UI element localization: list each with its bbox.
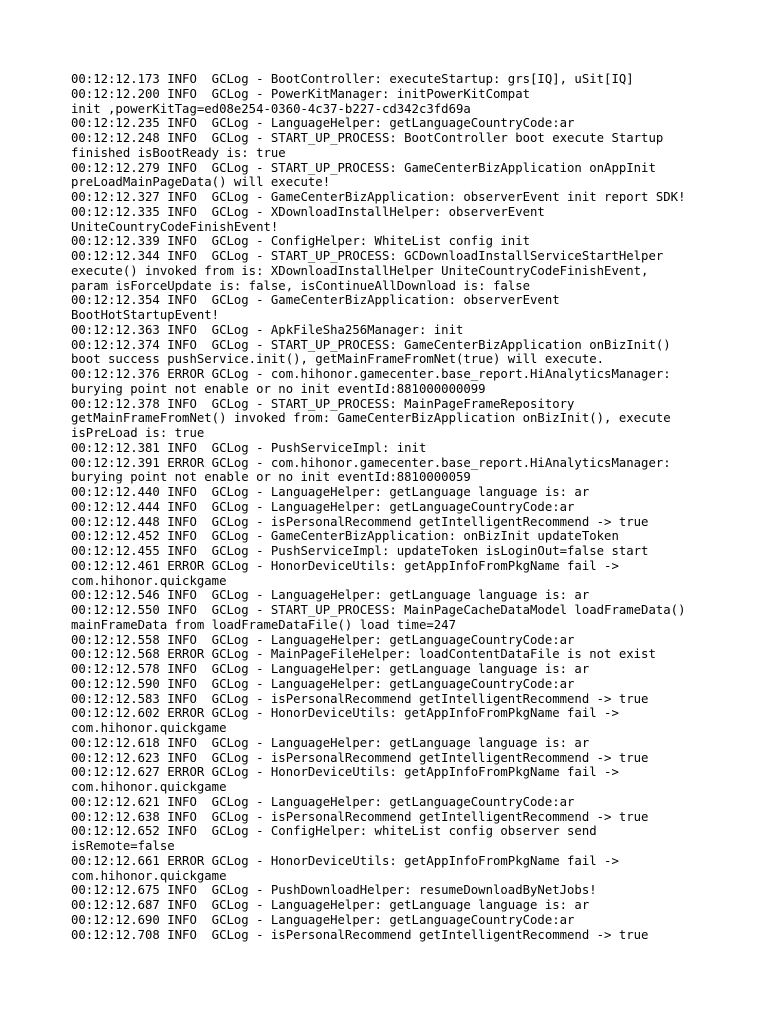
log-line: 00:12:12.568 ERROR GCLog - MainPageFileHelper: loadContentDataFile is not exist — [71, 647, 656, 662]
log-line: 00:12:12.690 INFO GCLog - LanguageHelper: getLanguageCountryCode:ar — [71, 912, 575, 927]
log-line: UniteCountryCodeFinishEvent! — [71, 219, 279, 234]
log-line: 00:12:12.602 ERROR GCLog - HonorDeviceUtils: getAppInfoFromPkgName fail -> — [71, 706, 619, 721]
log-line: 00:12:12.248 INFO GCLog - START_UP_PROCESS: BootController boot execute Startup — [71, 131, 664, 145]
log-line: isRemote=false — [71, 839, 175, 853]
log-line: 00:12:12.378 INFO GCLog - START_UP_PROCESS: MainPageFrameRepository — [71, 396, 575, 411]
log-line: 00:12:12.173 INFO GCLog - BootController: executeStartup: grs[IQ], uSit[IQ] — [71, 72, 634, 86]
log-line: com.hihonor.quickgame — [71, 780, 227, 794]
log-line: 00:12:12.235 INFO GCLog - LanguageHelper: getLanguageCountryCode:ar — [71, 116, 575, 131]
log-line: 00:12:12.200 INFO GCLog - PowerKitManager: initPowerKitCompat — [71, 86, 531, 101]
log-line: burying point not enable or no init eventId:8810000059 — [71, 470, 471, 485]
log-text-body — [71, 72, 721, 942]
log-line: 00:12:12.335 INFO GCLog - XDownloadInstallHelper: observerEvent — [71, 204, 545, 219]
log-line: 00:12:12.583 INFO GCLog - isPersonalRecommend getIntelligentRecommend -> true — [71, 691, 649, 706]
log-line: preLoadMainPageData() will execute! — [71, 175, 331, 190]
log-line: 00:12:12.618 INFO GCLog - LanguageHelper: getLanguage language is: ar — [71, 735, 590, 750]
log-line: 00:12:12.444 INFO GCLog - LanguageHelper: getLanguageCountryCode:ar — [71, 499, 575, 514]
log-line: 00:12:12.344 INFO GCLog - START_UP_PROCESS: GCDownloadInstallServiceStartHelper — [71, 249, 664, 263]
log-line: 00:12:12.391 ERROR GCLog - com.hihonor.gamecenter.base_report.HiAnalyticsManager: — [71, 455, 671, 470]
log-line: burying point not enable or no init eventId:881000000099 — [71, 381, 486, 396]
log-line: com.hihonor.quickgame — [71, 721, 227, 735]
log-line: 00:12:12.708 INFO GCLog - isPersonalRecommend getIntelligentRecommend -> true — [71, 927, 649, 942]
log-line: 00:12:12.675 INFO GCLog - PushDownloadHelper: resumeDownloadByNetJobs! — [71, 883, 597, 898]
log-line: execute() invoked from is: XDownloadInstallHelper UniteCountryCodeFinishEvent, — [71, 263, 649, 278]
log-line: BootHotStartupEvent! — [71, 308, 220, 322]
log-line: 00:12:12.687 INFO GCLog - LanguageHelper: getLanguage language is: ar — [71, 898, 590, 912]
log-line: 00:12:12.638 INFO GCLog - isPersonalRecommend getIntelligentRecommend -> true — [71, 809, 649, 824]
log-line: 00:12:12.550 INFO GCLog - START_UP_PROCESS: MainPageCacheDataModel loadFrameData() — [71, 603, 686, 617]
log-line: 00:12:12.590 INFO GCLog - LanguageHelper: getLanguageCountryCode:ar — [71, 676, 575, 691]
log-line: 00:12:12.627 ERROR GCLog - HonorDeviceUtils: getAppInfoFromPkgName fail -> — [71, 765, 619, 780]
log-line: 00:12:12.354 INFO GCLog - GameCenterBizApplication: observerEvent — [71, 293, 560, 308]
log-line: 00:12:12.661 ERROR GCLog - HonorDeviceUtils: getAppInfoFromPkgName fail -> — [71, 853, 619, 868]
log-line: 00:12:12.558 INFO GCLog - LanguageHelper: getLanguageCountryCode:ar — [71, 632, 575, 647]
log-line: 00:12:12.621 INFO GCLog - LanguageHelper: getLanguageCountryCode:ar — [71, 794, 575, 809]
log-line: com.hihonor.quickgame — [71, 573, 227, 588]
log-line: mainFrameData from loadFrameDataFile() load time=247 — [71, 617, 456, 632]
log-line: 00:12:12.363 INFO GCLog - ApkFileSha256Manager: init — [71, 322, 464, 337]
log-line: 00:12:12.440 INFO GCLog - LanguageHelper: getLanguage language is: ar — [71, 485, 590, 499]
log-line: 00:12:12.374 INFO GCLog - START_UP_PROCESS: GameCenterBizApplication onBizInit() — [71, 337, 671, 352]
log-line: 00:12:12.623 INFO GCLog - isPersonalRecommend getIntelligentRecommend -> true — [71, 750, 649, 765]
log-line: 00:12:12.455 INFO GCLog - PushServiceImpl: updateToken isLoginOut=false start — [71, 544, 649, 558]
log-line: 00:12:12.452 INFO GCLog - GameCenterBizApplication: onBizInit updateToken — [71, 529, 619, 544]
log-line: finished isBootReady is: true — [71, 145, 286, 160]
log-line: 00:12:12.279 INFO GCLog - START_UP_PROCESS: GameCenterBizApplication onAppInit — [71, 160, 656, 175]
log-line: 00:12:12.546 INFO GCLog - LanguageHelper: getLanguage language is: ar — [71, 588, 590, 603]
log-line: 00:12:12.461 ERROR GCLog - HonorDeviceUtils: getAppInfoFromPkgName fail -> — [71, 558, 619, 573]
log-line: 00:12:12.652 INFO GCLog - ConfigHelper: whiteList config observer send — [71, 824, 597, 839]
log-line: init ,powerKitTag=ed08e254-0360-4c37-b227-cd342c3fd69a — [71, 101, 471, 116]
log-line: 00:12:12.578 INFO GCLog - LanguageHelper: getLanguage language is: ar — [71, 662, 590, 676]
log-line: getMainFrameFromNet() invoked from: GameCenterBizApplication onBizInit(), execute — [71, 411, 671, 426]
log-line: 00:12:12.376 ERROR GCLog - com.hihonor.gamecenter.base_report.HiAnalyticsManager: — [71, 367, 671, 381]
log-line: param isForceUpdate is: false, isContinueAllDownload is: false — [71, 278, 531, 293]
log-line: 00:12:12.448 INFO GCLog - isPersonalRecommend getIntelligentRecommend -> true — [71, 514, 649, 529]
log-line: 00:12:12.381 INFO GCLog - PushServiceImpl: init — [71, 440, 427, 455]
log-line: 00:12:12.339 INFO GCLog - ConfigHelper: WhiteList config init — [71, 234, 531, 249]
log-line: 00:12:12.327 INFO GCLog - GameCenterBizApplication: observerEvent init report SDK! — [71, 190, 686, 204]
log-line: isPreLoad is: true — [71, 426, 205, 440]
log-line: com.hihonor.quickgame — [71, 868, 227, 883]
log-line: boot success pushService.init(), getMainFrameFromNet(true) will execute. — [71, 352, 605, 367]
